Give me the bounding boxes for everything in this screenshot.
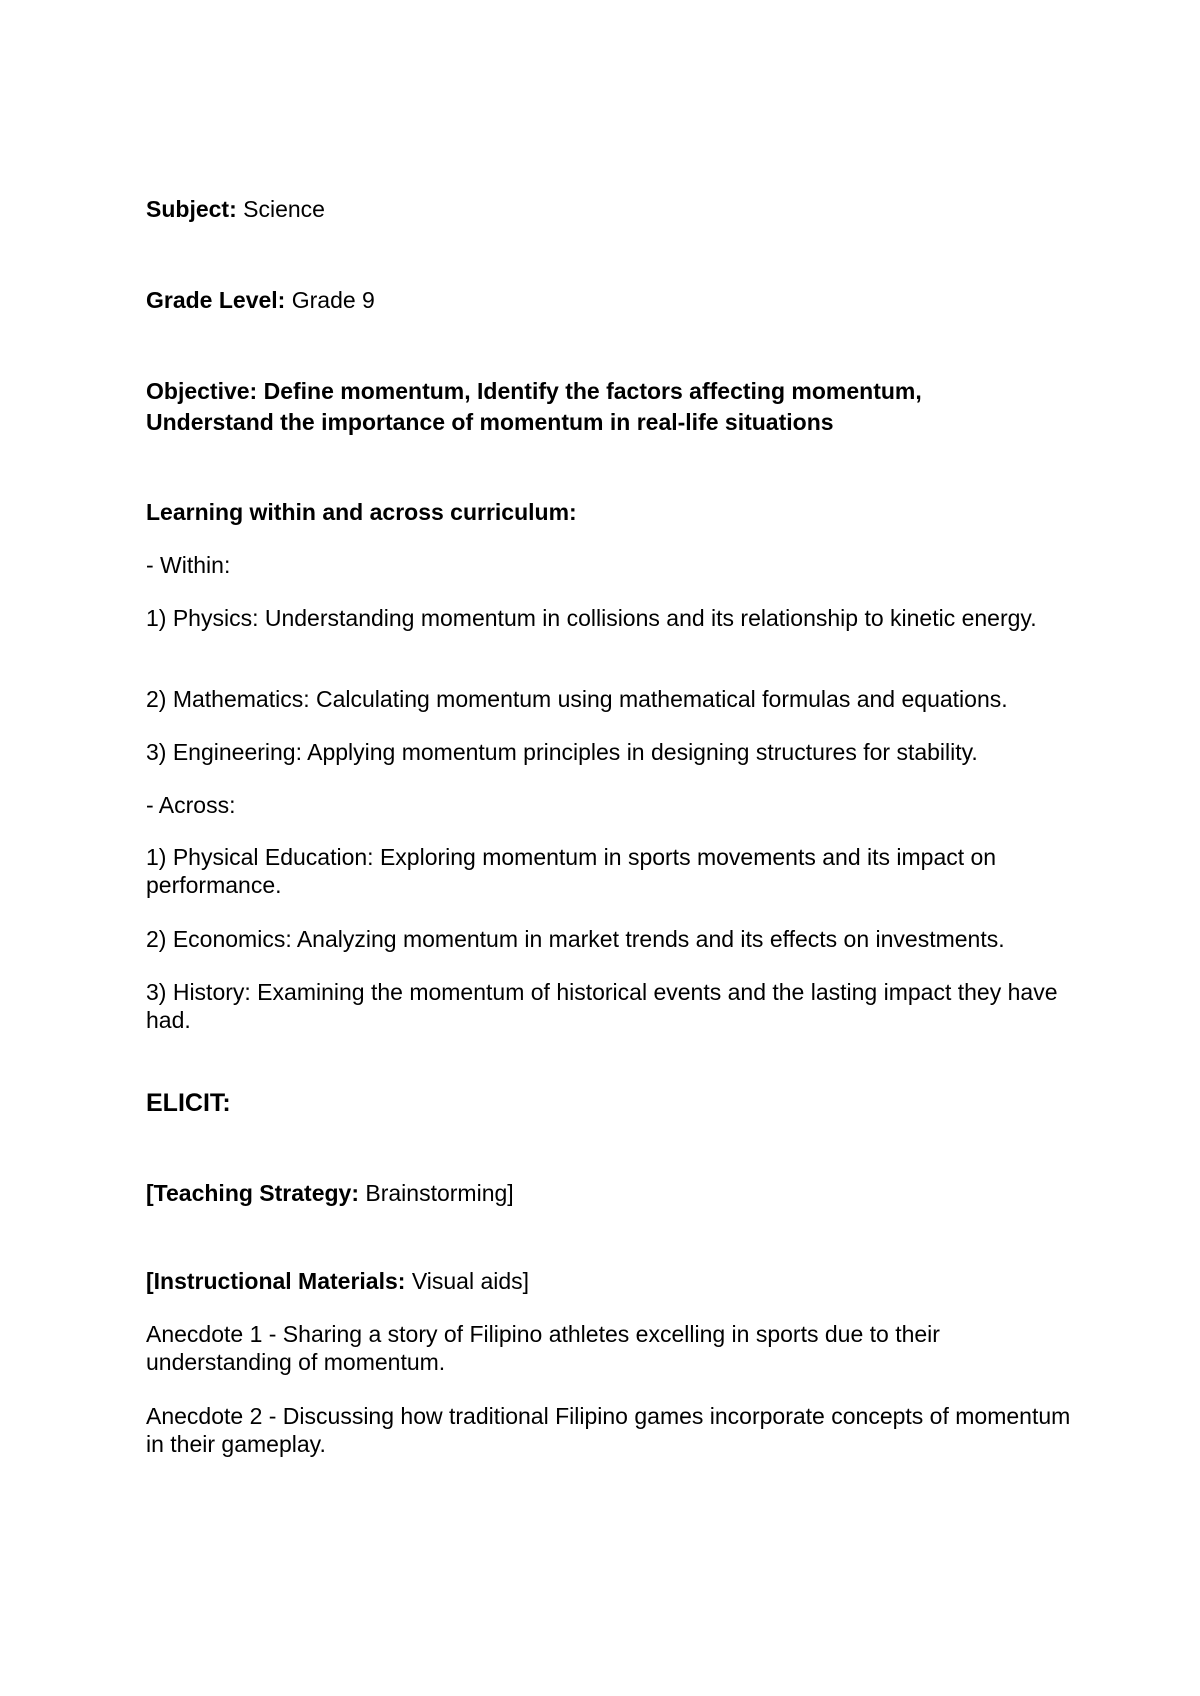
instructional-materials-label: [Instructional Materials:: [146, 1268, 406, 1294]
across-item-2: 2) Economics: Analyzing momentum in market trends and its effects on investments.: [146, 926, 1005, 952]
objective-line-2: Understand the importance of momentum in real-life situations: [146, 409, 834, 435]
document-page: [146, 0, 1076, 1696]
across-item-3: 3) History: Examining the momentum of historical events and the lasting impact they have had.: [146, 979, 1058, 1033]
instructional-materials-value: Visual aids]: [405, 1268, 530, 1294]
curriculum-heading: Learning within and across curriculum:: [146, 499, 577, 525]
within-label: - Within:: [146, 552, 231, 578]
instructional-materials-line: [146, 1267, 1076, 1295]
anecdote-2: Anecdote 2 - Discussing how traditional Filipino games incorporate concepts of momentum in their gameplay.: [146, 1403, 1071, 1457]
across-item-1: 1) Physical Education: Exploring momentum in sports movements and its impact on performance.: [146, 844, 997, 898]
teaching-strategy-label: [Teaching Strategy:: [146, 1180, 359, 1206]
teaching-strategy-line: [146, 1179, 1076, 1207]
elicit-heading: ELICIT:: [146, 1089, 231, 1117]
subject-label: Subject:: [146, 196, 237, 222]
teaching-strategy-value: Brainstorming]: [359, 1180, 514, 1206]
subject-line: [146, 195, 1076, 223]
grade-level-line: [146, 286, 1076, 314]
grade-level-value: Grade 9: [285, 287, 375, 313]
within-item-2: 2) Mathematics: Calculating momentum using mathematical formulas and equations.: [146, 686, 1008, 712]
across-label: - Across:: [146, 792, 236, 818]
grade-level-label: Grade Level:: [146, 287, 286, 313]
within-item-1: 1) Physics: Understanding momentum in collisions and its relationship to kinetic energy.: [146, 605, 1037, 631]
subject-value: Science: [236, 196, 325, 222]
objective-label: Objective:: [146, 378, 258, 404]
anecdote-1: Anecdote 1 - Sharing a story of Filipino athletes excelling in sports due to their understanding of momentum.: [146, 1321, 940, 1375]
objective-line-1: [146, 377, 1076, 405]
within-item-3: 3) Engineering: Applying momentum principles in designing structures for stability.: [146, 739, 978, 765]
objective-text-1: Define momentum, Identify the factors affecting momentum,: [257, 378, 922, 404]
